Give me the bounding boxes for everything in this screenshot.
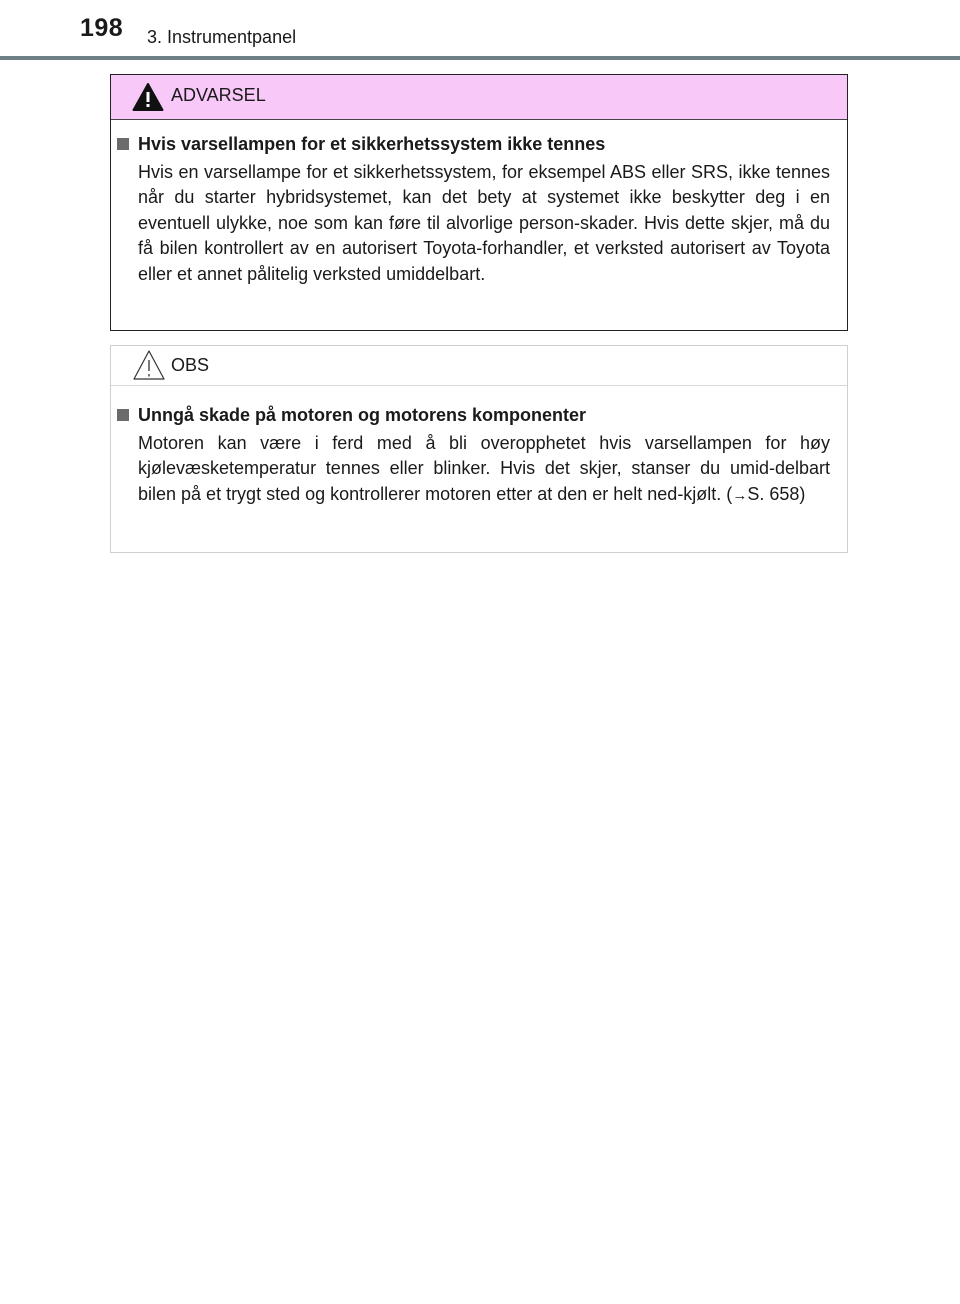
warning-section [117,132,830,287]
notice-label: OBS [171,355,210,375]
warning-header [111,75,847,120]
warning-triangle-outline-icon [132,349,166,381]
notice-header [111,346,847,386]
notice-body [138,431,830,508]
warning-triangle-filled-icon [132,82,164,112]
arrow-right-icon: → [732,486,748,504]
notice-box [110,345,848,553]
notice-heading: Unngå skade på motoren og motorens komponenter [138,404,587,425]
notice-body-text: Motoren kan være i ferd med å bli overopphetet hvis varsellampen for høy kjølevæsketemperatur tennes eller blinker. Hvis det skjer, stanser du umid-delbart bilen på et trygt sted og kontrollerer motoren etter at den er helt ned-kjølt. ( [138,433,830,504]
page-header [0,0,960,62]
warning-box [110,74,848,331]
square-bullet-icon [117,409,129,421]
notice-section [117,403,830,508]
chapter-title: 3. Instrumentpanel [147,27,297,47]
warning-body: Hvis en varsellampe for et sikkerhetssystem, for eksempel ABS eller SRS, ikke tennes når du starter hybridsystemet, kan det bety at systemet ikke beskytter deg i en eventuell ulykke, noe som kan føre til alvorlige person-skader. Hvis dette skjer, må du få bilen kontrollert av en autorisert Toyota-forhandler, et verksted autorisert av Toyota eller et annet pålitelig verksted umiddelbart. [138,162,830,284]
warning-heading: Hvis varsellampen for et sikkerhetssystem ikke tennes [138,133,606,154]
warning-label: ADVARSEL [171,85,266,105]
header-rule [0,56,960,60]
page-reference: S. 658) [747,483,806,504]
square-bullet-icon [117,138,129,150]
page-number: 198 [80,14,124,42]
